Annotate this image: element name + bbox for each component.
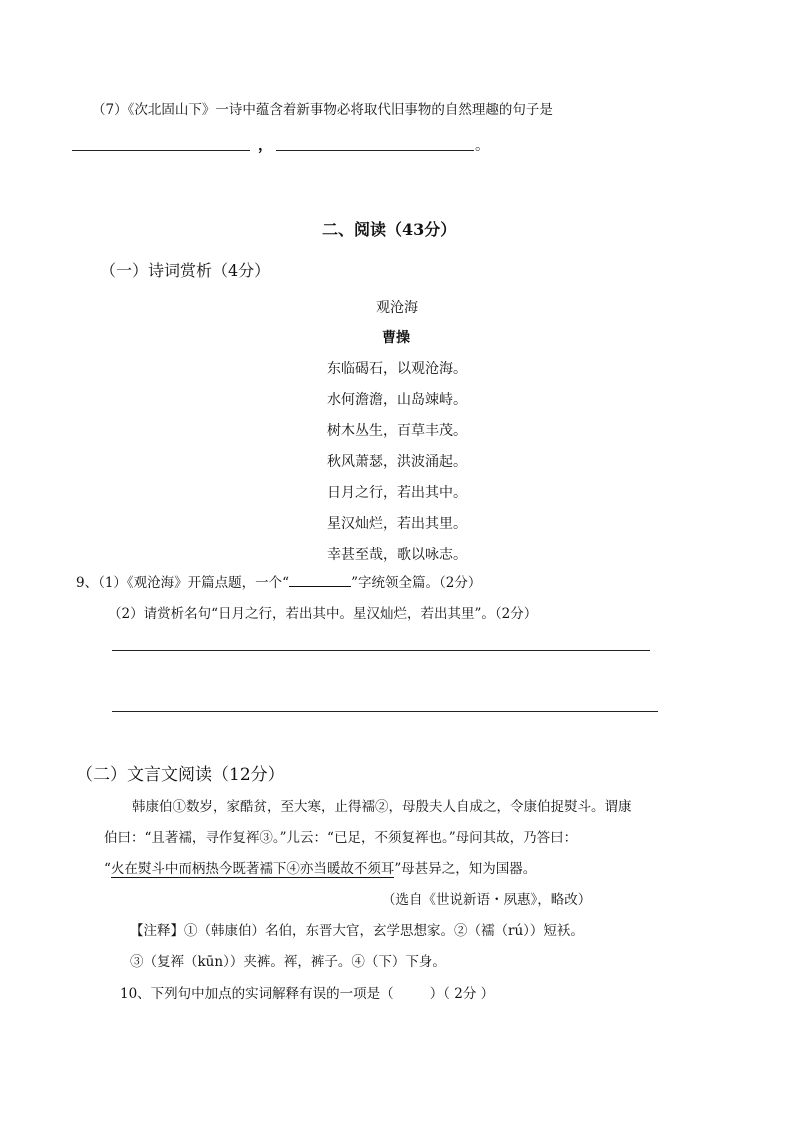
passage-line-3-rest: ”母甚异之，知为国器。 — [394, 861, 537, 877]
part2-title: （二）文言文阅读（12分） — [76, 765, 285, 785]
passage-source: （选自《世说新语・夙惠》，略改） — [382, 892, 592, 908]
q9-part1 — [76, 571, 481, 591]
quote-open: “ — [104, 861, 111, 877]
poem-line: 日月之行，若出其中。 — [327, 485, 467, 501]
q9-part1-prefix: 9、（1）《观沧海》开篇点题，一个“ — [76, 575, 290, 591]
part1-title: （一）诗词赏析（4分） — [100, 261, 271, 280]
poem-line: 树木丛生，百草丰茂。 — [327, 423, 467, 439]
q7-answer-blank-1[interactable] — [72, 150, 250, 151]
q10-suffix: ）（ 2分 ） — [429, 986, 495, 1002]
q7-prompt: （7）《次北固山下》一诗中蕴含着新事物必将取代旧事物的自然理趣的句子是 — [92, 102, 553, 118]
poem-line: 东临碣石，以观沧海。 — [327, 361, 467, 377]
passage-line-1: 韩康伯①数岁，家酷贫，至大寒，止得襦②，母殷夫人自成之，令康伯捉熨斗。谓康 — [132, 799, 632, 815]
q9-answer-line-1[interactable] — [112, 650, 650, 651]
passage-line-2: 伯曰：“且著襦，寻作复裈③。”儿云：“已足，不须复裈也。”母问其故，乃答曰： — [104, 830, 578, 846]
q10-prefix: 10、下列句中加点的实词解释有误的一项是（ — [120, 986, 394, 1002]
q7-answer-blank-2[interactable] — [276, 150, 474, 151]
poem-title: 观沧海 — [376, 300, 418, 316]
q9-part2: （2）请赏析名句“日月之行，若出其中。星汉灿烂，若出其里”。（2分） — [108, 606, 538, 622]
underlined-sentence: 火在熨斗中而柄热今既著襦下④亦当暖故不须耳 — [110, 861, 395, 877]
notes-line-2: ③（复裈（kūn））夹裤。裈，裤子。④（下）下身。 — [130, 954, 446, 970]
poem-line: 幸甚至哉，歌以咏志。 — [327, 547, 467, 563]
q9-part1-suffix: ”字统领全篇。（2分） — [351, 575, 482, 591]
q10-prompt — [120, 982, 494, 1002]
notes-line-1: 【注释】①（韩康伯）名伯，东晋大官，玄学思想家。②（襦（rú））短袄。 — [130, 923, 584, 939]
poem-author: 曹操 — [382, 330, 410, 346]
section-title: 二、阅读（43分） — [322, 220, 457, 239]
q7-end: 。 — [475, 138, 490, 154]
poem-line: 秋风萧瑟，洪波涌起。 — [327, 454, 467, 470]
q9-fill-blank[interactable] — [289, 574, 351, 587]
poem-line: 星汉灿烂，若出其里。 — [327, 516, 467, 532]
passage-line-3 — [104, 857, 536, 877]
poem-line: 水何澹澹，山岛竦峙。 — [327, 392, 467, 408]
q7-separator: ， — [258, 137, 273, 154]
q9-answer-line-2[interactable] — [112, 711, 658, 712]
